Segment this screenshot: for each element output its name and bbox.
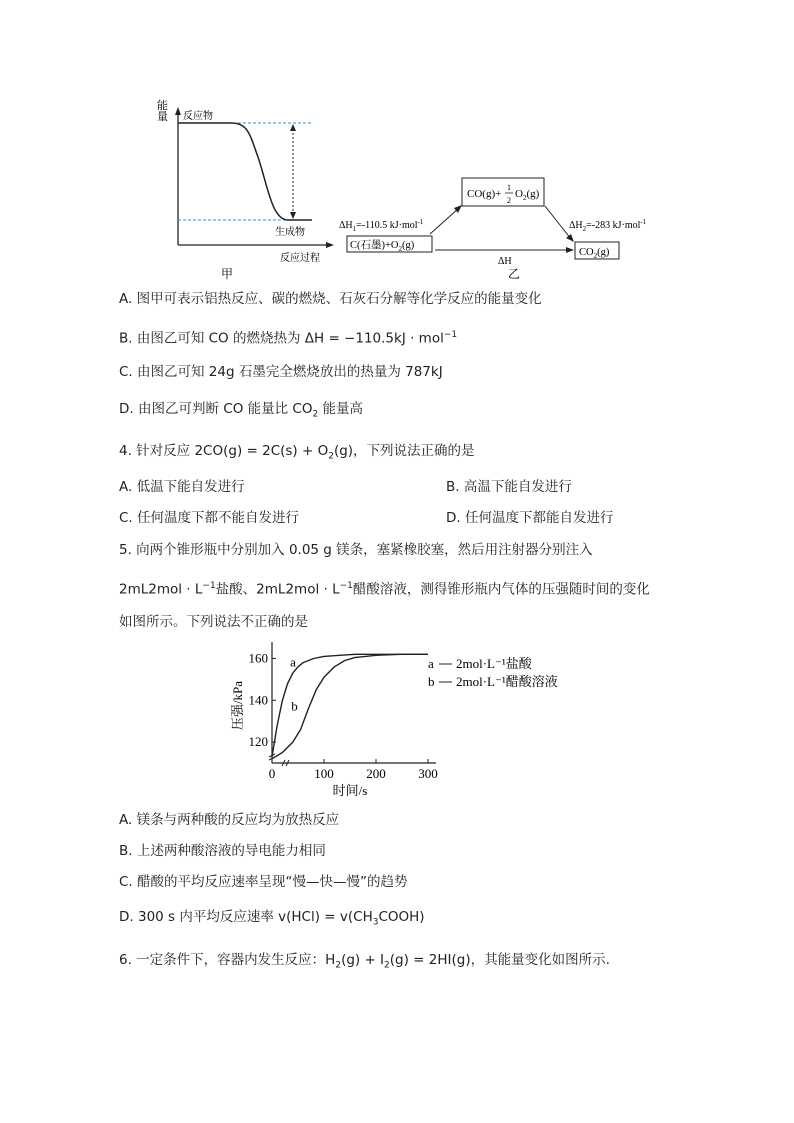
figure-yi [335, 170, 680, 285]
arrow-down-head [290, 212, 296, 219]
svg-text:ΔH1=-110.5 kJ·mol-1: $\Delta H_1=-110.5$ kJ·mol$^{-1}$ [339, 218, 424, 233]
svg-text:C(石墨)+O2(g): C(石墨)$+O_2(g)$ [350, 240, 415, 253]
arrow-c-to-co2-head [566, 247, 574, 253]
y-tick-label: 140 [248, 692, 268, 708]
figure-caption: 乙 [508, 267, 521, 281]
q5-stem-1: 5. 向两个锥形瓶中分别加入 0.05 g 镁条，塞紧橡胶塞，然后用注射器分别注入 [119, 542, 593, 558]
y-tick-label: 160 [248, 650, 268, 666]
q5-option-d: D. 300 s 内平均反应速率 $v(HCl) = v(CH_3COOH)$ [119, 909, 425, 928]
arrow-up-head [290, 124, 296, 131]
q4-stem: 4. 针对反应 $2CO(g) = 2C(s) + O_2(g)$，下列说法正确的是 [119, 443, 475, 462]
x-tick-label: 300 [418, 766, 438, 781]
svg-text:CO2(g): $CO_2(g)$ [579, 247, 610, 260]
y-tick-label: 120 [248, 734, 268, 750]
svg-text:ΔH2=-283 kJ·mol-1: $\Delta H_2=-283$ kJ·mol$^{-1}$ [569, 218, 647, 233]
legend-key-a: a [428, 656, 434, 671]
q4-option-d: D. 任何温度下都能自发进行 [446, 510, 614, 526]
pressure-chart [228, 640, 578, 805]
svg-text:O2(g): $O_2(g)$ [515, 188, 540, 202]
q5-option-b: B. 上述两种酸溶液的导电能力相同 [119, 843, 326, 859]
y-label-2: 量 [157, 111, 168, 123]
series-label-a: a [290, 654, 296, 670]
legend-text-a: 2mol·L⁻¹盐酸 [456, 656, 532, 671]
frac-num: 1 [507, 183, 511, 192]
q4-option-b: B. 高温下能自发进行 [446, 479, 572, 495]
x-axis-arrow [326, 242, 334, 248]
figure-jia [150, 95, 340, 285]
arrow-c-to-co [430, 208, 459, 234]
q5-option-a: A. 镁条与两种酸的反应均为放热反应 [119, 812, 340, 828]
reactant-label: 反应物 [183, 111, 213, 122]
legend-key-b: b [428, 674, 435, 689]
q6-stem: 6. 一定条件下，容器内发生反应：$H_2(g) + I_2(g) = 2HI(g)$，其能量变化如图所示. [119, 952, 610, 971]
arrow-co-to-co2 [545, 206, 571, 239]
q3-option-d: D. 由图乙可判断 CO 能量比 $CO_2$ 能量高 [119, 401, 363, 420]
x-tick-label: 0 [268, 766, 276, 781]
frac-den: 2 [507, 196, 511, 205]
y-axis-label: 压强/kPa [230, 680, 245, 731]
q5-stem-2: $2mL2mol \cdot L^{-1}$盐酸、$2mL2mol \cdot L^{-1}$醋酸溶液，测得锥形瓶内气体的压强随时间的变化 [119, 581, 650, 598]
series-label-b: b [291, 698, 298, 714]
y-axis-arrow [175, 107, 181, 115]
product-label: 生成物 [275, 227, 305, 238]
y-label-1: 能 [157, 100, 168, 112]
x-tick-label: 100 [314, 766, 334, 781]
x-axis-label: 时间/s [332, 783, 368, 798]
q3-option-b: B. 由图乙可知 CO 的燃烧热为 ΔH = −110.5kJ · mol$^{-1}$ [119, 330, 458, 347]
x-tick-label: 200 [366, 766, 386, 781]
figure-caption: 甲 [221, 267, 234, 281]
q3-option-c: C. 由图乙可知 24g 石墨完全燃烧放出的热量为 787kJ [119, 364, 443, 380]
q5-option-c: C. 醋酸的平均反应速率呈现“慢—快—慢”的趋势 [119, 874, 408, 890]
arrow-co-to-co2-head [566, 234, 574, 242]
q5-stem-3: 如图所示。下列说法不正确的是 [119, 614, 308, 630]
energy-curve [178, 123, 312, 220]
q4-option-a: A. 低温下能自发进行 [119, 479, 245, 495]
svg-text:CO(g)+: CO(g)+ [467, 188, 502, 200]
q4-option-c: C. 任何温度下都不能自发进行 [119, 510, 300, 526]
x-label: 反应过程 [280, 253, 320, 264]
q3-option-a: A. 图甲可表示铝热反应、碳的燃烧、石灰石分解等化学反应的能量变化 [119, 291, 542, 307]
dh-label: ΔH [498, 256, 512, 267]
legend-text-b: 2mol·L⁻¹醋酸溶液 [456, 674, 558, 689]
